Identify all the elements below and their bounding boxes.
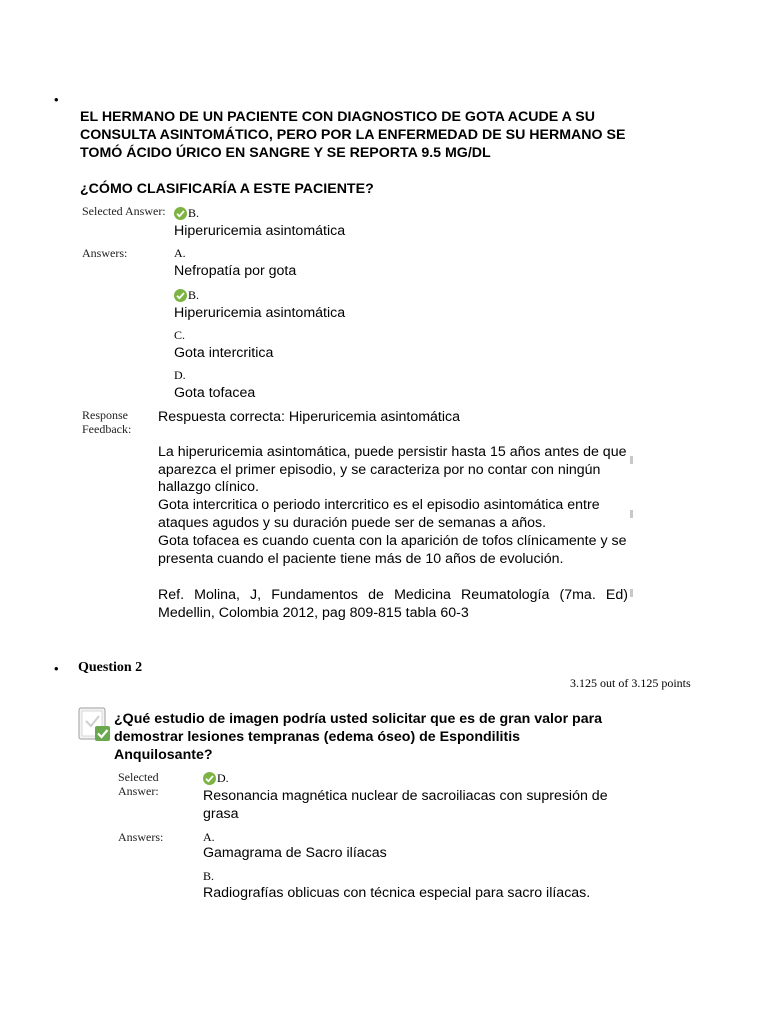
question2-bullet: •: [54, 661, 59, 676]
answer-b-text: Radiografías oblicuas con técnica especial para sacro ilíacas.: [203, 885, 591, 901]
cut-mark: [630, 589, 633, 597]
response-feedback-label: Response Feedback:: [82, 408, 132, 436]
answer-a-letter: A.: [203, 830, 215, 844]
selected-answer-label: Selected Answer:: [82, 204, 166, 218]
question1-text: EL HERMANO DE UN PACIENTE CON DIAGNOSTICO DE GOTA ACUDE A SU CONSULTA ASINTOMÁTICO, PERO POR LA ENFERMEDAD DE SU HERMANO SE TOMÓ ÁCIDO ÚRICO EN SANGRE Y SE REPORTA 9.5 MG/DL: [80, 109, 626, 161]
cut-mark: [630, 510, 633, 518]
answers-label: Answers:: [82, 246, 128, 260]
question-correct-icon: [78, 707, 110, 743]
selected-answer-letter: D.: [203, 771, 229, 785]
selected-answer-text: Resonancia magnética nuclear de sacroiliacas con supresión de grasa: [203, 788, 608, 822]
question1-ask: ¿CÓMO CLASIFICARÍA A ESTE PACIENTE?: [80, 181, 374, 197]
selected-answer-label: Selected Answer:: [118, 770, 159, 798]
answers-label: Answers:: [118, 830, 164, 844]
answer-b-letter: B.: [174, 288, 199, 302]
feedback-reference: Ref. Molina, J, Fundamentos de Medicina Reumatología (7ma. Ed) Medellin, Colombia 2012, pag 809-815 tabla 60-3: [158, 587, 628, 621]
answer-b-letter: B.: [203, 869, 215, 883]
question2-text: ¿Qué estudio de imagen podría usted solicitar que es de gran valor para demostrar lesiones tempranas (edema óseo) de Espondilitis Anquilosante?: [114, 711, 603, 763]
answer-b-text: Hiperuricemia asintomática: [174, 305, 346, 321]
selected-answer-text: Hiperuricemia asintomática: [174, 223, 346, 239]
answer-d-letter: D.: [174, 368, 186, 382]
answer-d-text: Gota tofacea: [174, 385, 256, 401]
feedback-paragraph-1: La hiperuricemia asintomática, puede persistir hasta 15 años antes de que aparezca el primer episodio, y se caracteriza por no contar con ningún hallazgo clínico.: [158, 444, 627, 495]
feedback-paragraph-3: Gota tofacea es cuando cuenta con la aparición de tofos clínicamente y se presenta cuando el paciente tiene más de 10 años de evolución.: [158, 533, 627, 567]
correct-check-icon: [174, 289, 187, 302]
cut-mark: [630, 456, 633, 464]
answer-c-letter: C.: [174, 328, 186, 342]
selected-answer-letter: B.: [174, 206, 199, 220]
answer-a-text: Gamagrama de Sacro ilíacas: [203, 845, 387, 861]
correct-check-icon: [203, 772, 216, 785]
answer-c-text: Gota intercritica: [174, 345, 274, 361]
feedback-correct: Respuesta correcta: Hiperuricemia asintomática: [158, 409, 461, 425]
correct-check-icon: [174, 207, 187, 220]
feedback-paragraph-2: Gota intercritica o periodo intercritico es el episodio asintomática entre ataques agudos y su duración puede ser de semanas a años.: [158, 497, 600, 531]
answer-a-text: Nefropatía por gota: [174, 263, 297, 279]
question2-points: 3.125 out of 3.125 points: [570, 676, 691, 690]
question1-bullet: •: [54, 92, 59, 107]
answer-a-letter: A.: [174, 246, 186, 260]
question2-title: Question 2: [78, 660, 143, 675]
